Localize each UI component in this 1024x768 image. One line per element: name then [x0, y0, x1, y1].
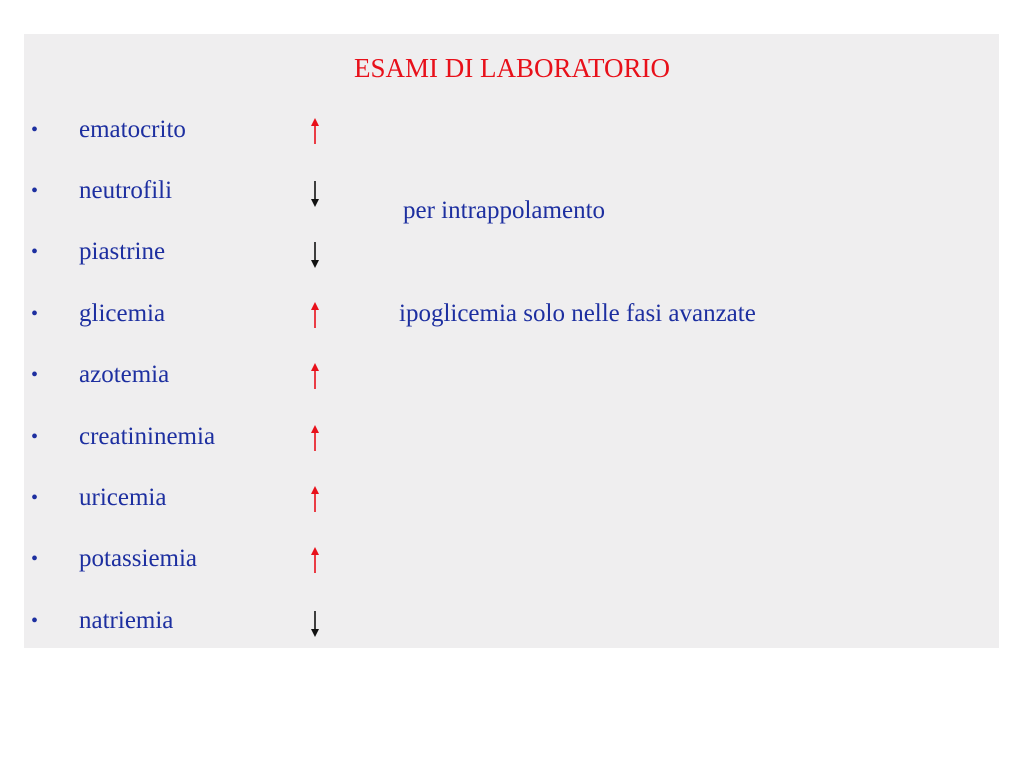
slide-title: ESAMI DI LABORATORIO [353, 53, 670, 83]
bullet-icon: • [31, 610, 39, 632]
list-item [0, 480, 1024, 516]
item-label: azotemia [79, 361, 170, 388]
bullet-icon: • [31, 119, 39, 141]
item-label: neutrofili [79, 177, 173, 204]
arrow-up-icon [309, 547, 321, 575]
note-intrappolamento: per intrappolamento [403, 197, 606, 224]
item-label: glicemia [79, 300, 166, 327]
arrow-down-icon [309, 179, 321, 207]
bullet-icon: • [31, 180, 39, 202]
arrow-up-icon [309, 363, 321, 391]
item-label: natriemia [79, 607, 174, 634]
arrow-up-icon [309, 425, 321, 453]
arrow-down-icon [309, 240, 321, 268]
note-ipoglicemia: ipoglicemia solo nelle fasi avanzate [399, 300, 756, 327]
item-label: creatininemia [79, 423, 216, 450]
item-label: ematocrito [79, 116, 186, 143]
bullet-icon: • [31, 426, 39, 448]
item-label: potassiemia [79, 545, 198, 572]
item-label: uricemia [79, 484, 167, 511]
list-item [0, 419, 1024, 455]
list-item [0, 112, 1024, 148]
list-item [0, 541, 1024, 577]
arrow-down-icon [309, 609, 321, 637]
item-label: piastrine [79, 238, 166, 265]
list-item [0, 357, 1024, 393]
arrow-up-icon [309, 486, 321, 514]
list-item [0, 234, 1024, 270]
bullet-icon: • [31, 487, 39, 509]
bullet-icon: • [31, 303, 39, 325]
bullet-icon: • [31, 548, 39, 570]
arrow-up-icon [309, 302, 321, 330]
bullet-icon: • [31, 241, 39, 263]
list-item [0, 603, 1024, 639]
bullet-icon: • [31, 364, 39, 386]
arrow-up-icon [309, 118, 321, 146]
